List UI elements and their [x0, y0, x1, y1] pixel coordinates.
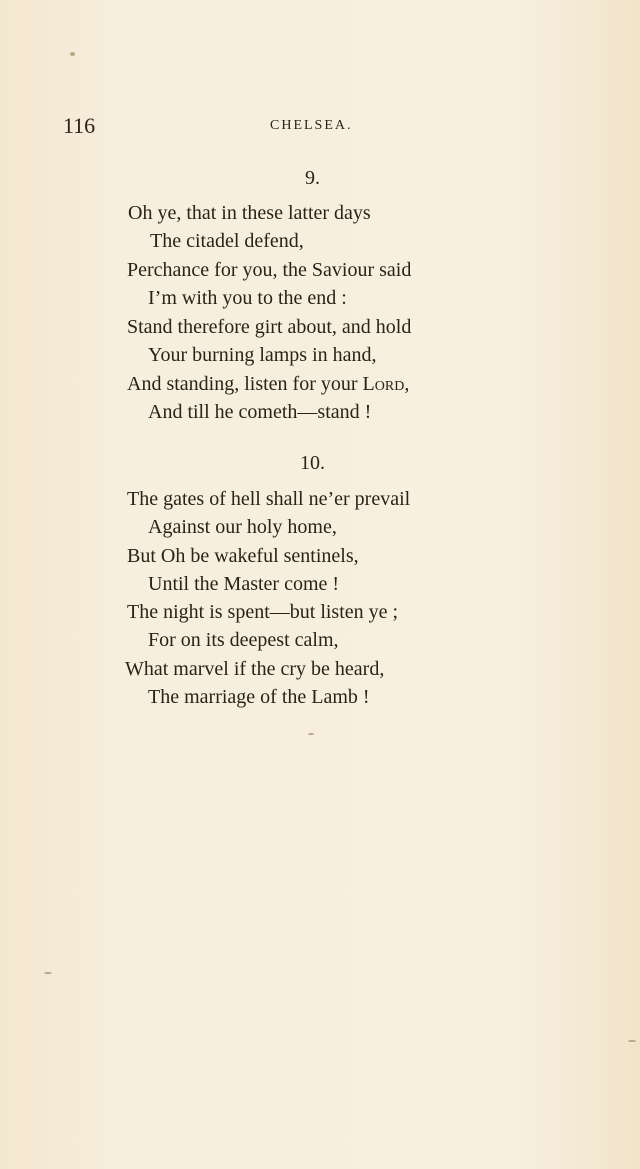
ink-speck — [44, 972, 52, 974]
poem-line: Stand therefore girt about, and hold — [127, 316, 412, 338]
poem-line: Perchance for you, the Saviour said — [127, 259, 412, 281]
poem-line — [127, 373, 409, 396]
poem-line: I’m with you to the end : — [148, 287, 347, 309]
small-caps-word: Lord — [362, 373, 405, 395]
ink-speck — [308, 733, 314, 735]
stanza-number: 10. — [300, 452, 325, 474]
poem-line: The marriage of the Lamb ! — [148, 686, 370, 708]
poem-line: Against our holy home, — [148, 516, 337, 538]
poem-line: Until the Master come ! — [148, 573, 340, 595]
poem-line: The night is spent—but listen ye ; — [127, 601, 399, 623]
stanza-number: 9. — [305, 167, 320, 189]
poem-line: Oh ye, that in these latter days — [128, 202, 371, 224]
page-number: 116 — [63, 113, 96, 138]
poem-line: Your burning lamps in hand, — [148, 344, 377, 366]
poem-line: For on its deepest calm, — [148, 629, 339, 651]
poem-line-punctuation: , — [404, 373, 410, 395]
ink-speck — [628, 1040, 636, 1042]
poem-line: But Oh be wakeful sentinels, — [127, 545, 359, 567]
poem-line-text: And standing, listen for your — [127, 373, 363, 395]
poem-line: And till he cometh—stand ! — [148, 401, 372, 423]
running-head: CHELSEA. — [270, 118, 353, 133]
ink-speck — [70, 52, 75, 56]
poem-line: The gates of hell shall ne’er prevail — [127, 488, 411, 510]
poem-line: The citadel defend, — [150, 230, 304, 252]
poem-line: What marvel if the cry be heard, — [125, 658, 385, 680]
